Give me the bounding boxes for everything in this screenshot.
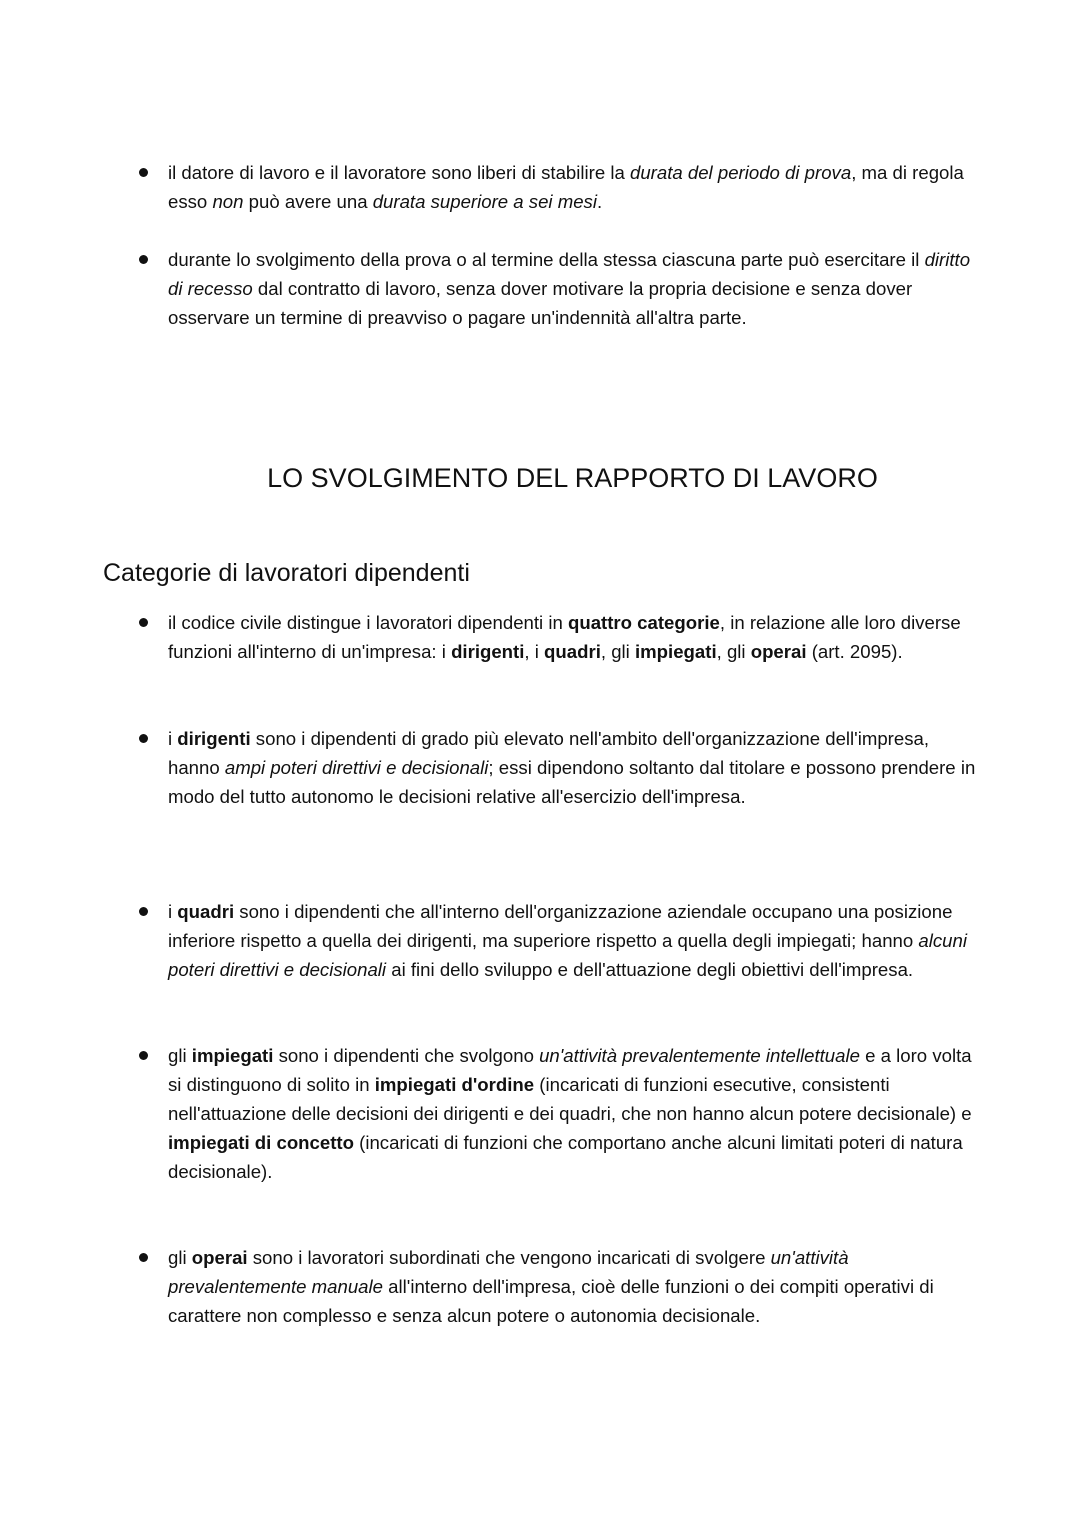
text-run: il datore di lavoro e il lavoratore sono liberi di stabilire la [168,162,630,183]
italic-term: non [212,191,244,212]
text-run: (art. 2095). [806,641,903,662]
text-run: durante lo svolgimento della prova o al termine della stessa ciascuna parte può esercitare il [168,249,925,270]
bullet-icon [139,168,148,177]
bold-term: impiegati [191,1045,274,1066]
bold-term: impiegati di concetto [168,1132,354,1153]
text-run: sono i dipendenti che all'interno dell'organizzazione aziendale occupano una posizione inferiore rispetto a quella dei dirigenti, ma superiore rispetto a quella degli impiegati; hanno [168,901,953,951]
text-run: (incaricati di funzioni che comportano anche alcuni limitati poteri di natura decisionale). [168,1132,963,1182]
bold-term: dirigenti [451,641,525,662]
bullet-text [168,724,983,811]
text-run: all'interno dell'impresa, cioè delle funzioni o dei compiti operativi di carattere non complesso e senza alcun potere o autonomia decisionale. [168,1276,934,1326]
bold-term: impiegati d'ordine [374,1074,535,1095]
bullet-icon [139,255,148,264]
bullet-text [168,158,983,216]
text-run: ; essi dipendono soltanto dal titolare e possono prendere in modo del tutto autonomo le decisioni relative all'esercizio dell'impresa. [168,757,976,807]
bold-term: impiegati [634,641,717,662]
italic-term: un'attività prevalentemente manuale [168,1247,849,1297]
bold-term: dirigenti [177,728,251,749]
bullet-icon [139,618,148,627]
italic-term: durata del periodo di prova [629,162,852,183]
bullet-icon [139,734,148,743]
bullet-icon [139,1051,148,1060]
bullet-icon [139,1253,148,1262]
text-run: , ma di regola esso [168,162,964,212]
italic-term: diritto di recesso [168,249,971,299]
text-run: sono i lavoratori subordinati che vengono incaricati di svolgere [247,1247,771,1268]
text-run: , i [524,641,545,662]
text-run: , gli [600,641,635,662]
bold-term: quattro categorie [567,612,720,633]
italic-term: alcuni poteri direttivi e decisionali [168,930,967,980]
text-run: gli [168,1247,192,1268]
bullet-text [168,897,983,984]
main-title: LO SVOLGIMENTO DEL RAPPORTO DI LAVORO [267,463,878,493]
italic-term: un'attività prevalentemente intellettuale [539,1045,860,1066]
text-run: . [597,191,603,212]
text-run: (incaricati di funzioni esecutive, consistenti nell'attuazione delle decisioni dei dirigenti e dei quadri, che non hanno alcun potere decisionale) e [168,1074,972,1124]
text-run: gli [168,1045,192,1066]
text-run: e a loro volta si distinguono di solito in [168,1045,972,1095]
bold-term: quadri [177,901,235,922]
bold-term: operai [191,1247,248,1268]
bullet-text [168,608,983,666]
bullet-text [168,1243,983,1330]
italic-term: durata superiore a sei mesi [372,191,597,212]
bullet-text [168,1041,983,1186]
text-run: i [168,901,178,922]
bullet-text [168,245,983,332]
text-run: , gli [716,641,751,662]
text-run: , in relazione alle loro diverse funzioni all'interno di un'impresa: i [168,612,961,662]
text-run: il codice civile distingue i lavoratori dipendenti in [168,612,568,633]
bold-term: quadri [544,641,601,662]
italic-term: ampi poteri direttivi e decisionali [224,757,489,778]
bold-term: operai [750,641,807,662]
text-run: i [168,728,178,749]
bullet-icon [139,907,148,916]
text-run: sono i dipendenti di grado più elevato nell'ambito dell'organizzazione dell'impresa, hanno [168,728,930,778]
text-run: dal contratto di lavoro, senza dover motivare la propria decisione e senza dover osservare un termine di preavviso o pagare un'indennità all'altra parte. [168,278,913,328]
section-heading: Categorie di lavoratori dipendenti [103,559,470,587]
text-run: può avere una [243,191,373,212]
text-run: ai fini dello sviluppo e dell'attuazione degli obiettivi dell'impresa. [386,959,914,980]
text-run: sono i dipendenti che svolgono [273,1045,540,1066]
